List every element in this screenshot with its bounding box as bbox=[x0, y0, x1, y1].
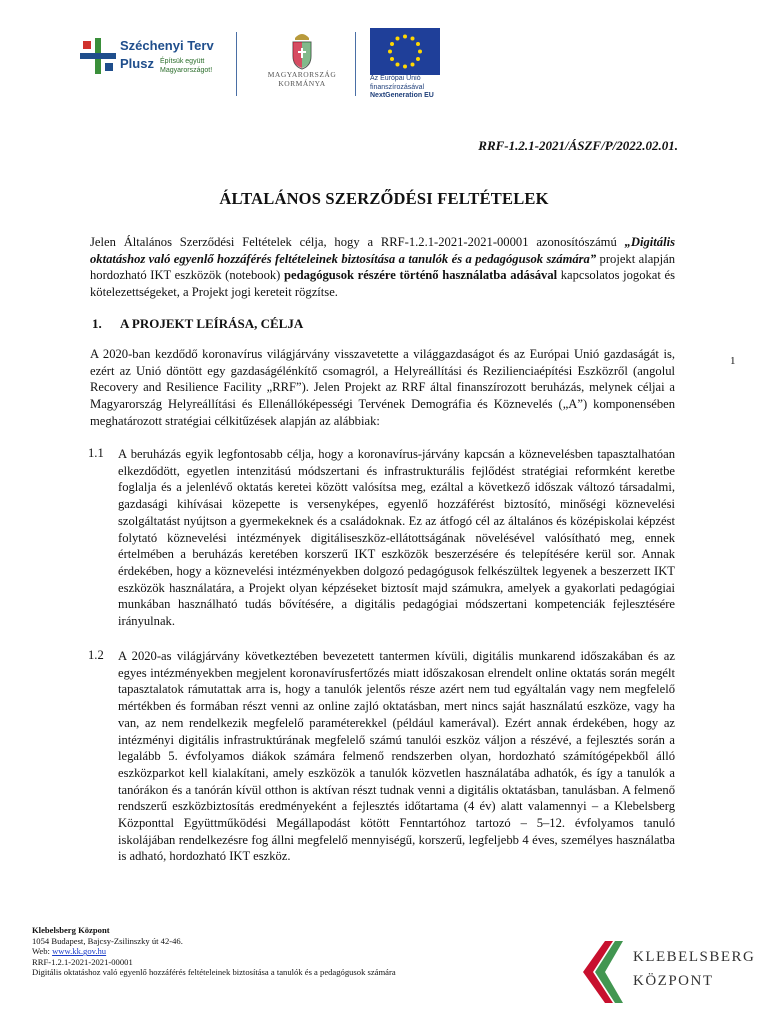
section-number: 1. bbox=[92, 316, 102, 331]
eu-star-icon bbox=[403, 35, 407, 39]
intro-run: Jelen Általános Szerződési Feltételek célja, hogy a RRF-1.2.1-2021-2021-00001 azonosítószámú bbox=[90, 235, 625, 249]
szechenyi-terv-logo bbox=[80, 34, 230, 94]
margin-footnote-number: 1 bbox=[730, 355, 736, 367]
footer-web-label: Web: bbox=[32, 946, 53, 957]
eu-line-1: Az Európai Unió bbox=[370, 75, 421, 82]
eu-star-icon bbox=[396, 62, 400, 66]
kormany-line-2: KORMÁNYA bbox=[278, 79, 326, 88]
header-divider bbox=[236, 32, 237, 96]
list-item-text: A beruházás egyik legfontosabb célja, hogy a koronavírus-járvány kapcsán a köznevelésben tapasztalhatóan elkezdődött, egyetlen intenzitású módszertani és infrastrukturális fejlődést stratégiai reformként keretbe foglalja és a jelenlévő oktatás keretei között valósítsa meg, ezáltal a következő időszak változó társadalmi, gazdasági kihívásai közepette is versenyképes, egyenlő hozzáférést biztosító, minőségi köznevelési szolgáltatást nyújtson a gyermekeknek és a családoknak. Ez az átfogó cél az általános és középiskolai képzést folytató köznevelési intézmények digitáliseszköz-ellátottságának növelésével valósítható meg, ennek értelmében a beruházás keretében korszerű IKT eszközök beszerzésére és telepítésére kerül sor. Annak érdekében, hogy a köznevelési intézményekben dolgozó pedagógusok felkészültek legyenek a beszerzett IKT eszközök használatára, a Projekt olyan képzéseket biztosít majd számukra, amelyek a gyakorlati pedagógiai munkában használható tudás bővítésére, a digitális pedagógiai módszertani kompetenciák fejlesztésére irányulnak. bbox=[118, 447, 675, 629]
kormany-line-1: MAGYARORSZÁG bbox=[267, 70, 337, 79]
eu-star-icon bbox=[411, 62, 415, 66]
intro-run: pedagógusok részére történő használatba adásával bbox=[284, 268, 558, 283]
eu-star-icon bbox=[396, 37, 400, 41]
footer-org: Klebelsberg Központ bbox=[32, 925, 110, 935]
klebelsberg-line-2: KÖZPONT bbox=[633, 973, 714, 989]
section-title: A PROJEKT LEÍRÁSA, CÉLJA bbox=[120, 316, 304, 331]
footer-project-id: RRF-1.2.1-2021-2021-00001 bbox=[32, 956, 133, 967]
szechenyi-tagline: Építsük együtt Magyarországot! bbox=[160, 58, 213, 74]
footer-project-title: Digitális oktatáshoz való egyenlő hozzáférés feltételeinek biztosítása a tanulók és a pedagógusok számára bbox=[32, 967, 396, 978]
klebelsberg-line-1: KLEBELSBERG bbox=[633, 949, 756, 965]
szechenyi-plusz: Plusz bbox=[120, 56, 154, 71]
szechenyi-title: Széchenyi Terv bbox=[120, 38, 214, 53]
eu-star-icon bbox=[418, 50, 422, 54]
section-intro-paragraph: A 2020-ban kezdődő koronavírus világjárvány visszavetette a világgazdaságot és az Európai Unió gazdaságát is, ezért az Unió döntött egy gazdaságélénkítő csomagról, a Helyreállítási és Rezilienciaépítési Eszközről (angolul Recovery and Resilience Facility „RRF”). Jelen Projekt az RRF által finanszírozott beruházás, melynek céljai a Magyarország Helyreállítási és Ellenállóképességi Tervének Demográfia és Köznevelés („A”) komponensében meghatározott stratégiai célkitűzések alapján az alábbiak: bbox=[90, 347, 675, 428]
header-divider bbox=[355, 32, 356, 96]
klebelsberg-chevron-icon bbox=[575, 935, 635, 1009]
footer-web-link[interactable]: www.kk.gov.hu bbox=[52, 946, 107, 957]
eu-star-icon bbox=[416, 57, 420, 61]
magyarorszag-kormanya-logo bbox=[262, 30, 342, 96]
list-item-text: A 2020-as világjárvány következtében bevezetett tantermen kívüli, digitális munkarend időszakában és az egyes intézményekben megjelent koronavírusfertőzés miatt időszakosan elrendelt online oktatás során megélt tapasztalatok rámutattak arra is, hogy a tanulók jelentős része azért nem tud egyáltalán vagy nem megfelelő mértékben és formában részt venni az online zajló oktatásban, mert nincs saját használatú eszköze, vagy ha van, az nem rendelkezik megfelelő paraméterekkel (például kamerával). Ezért annak érdekében, hogy az intézményi digitális infrastruktúrának megfelelő számú tanulói eszköz váljon a részévé, a fejlesztés során a legalább 5. évfolyamos diákok számára felmenő rendszerben olyan, hordozható számítógépekből álló eszközparkot kell kialakítani, amely eszközök a tanulók közvetlen használatába adhatók, és így a tanulók a tanórákon és a tanórán kívül otthon is aktívan részt tudnak venni a digitális oktatásban, tanulásban. A felmenő rendszerű eszközbiztosítás eredményeként a fejlesztés időtartama (4 év) alatt valamennyi – a Klebelsberg Központtal Együttműködési Megállapodást kötött Fenntartóhoz tartozó – 5–12. évfolyamos tanuló iskolájában rendelkezésre fog állni megfelelő mennyiségű, korszerű, legfeljebb 4 éves, személyes használatba is adható, hordozható IKT eszköz. bbox=[118, 649, 675, 864]
list-item-number: 1.1 bbox=[88, 446, 104, 460]
intro-run: projekt alapján hordozható IKT eszközök (notebook) bbox=[90, 251, 675, 283]
szechenyi-cross-icon bbox=[80, 38, 116, 74]
section-heading bbox=[92, 316, 303, 332]
document-reference-number: RRF-1.2.1-2021/ÁSZF/P/2022.02.01. bbox=[478, 138, 678, 153]
eu-line-3: NextGeneration EU bbox=[370, 92, 434, 99]
eu-star-icon bbox=[390, 57, 394, 61]
intro-run: „Digitális oktatáshoz való egyenlő hozzáférés feltételeinek biztosítása a tanulók és a pedagógusok számára” bbox=[90, 235, 675, 266]
eu-star-icon bbox=[416, 42, 420, 46]
eu-funding-logo bbox=[370, 28, 460, 106]
eu-star-icon bbox=[388, 50, 392, 54]
eu-flag-icon bbox=[370, 28, 440, 75]
hungarian-crest-icon bbox=[289, 30, 315, 70]
footer-address: 1054 Budapest, Bajcsy-Zsilinszky út 42-46. bbox=[32, 935, 183, 946]
eu-star-icon bbox=[390, 42, 394, 46]
eu-line-2: finanszírozásával bbox=[370, 83, 425, 91]
document-title: ÁLTALÁNOS SZERZŐDÉSI FELTÉTELEK bbox=[219, 189, 549, 208]
list-item-number: 1.2 bbox=[88, 648, 104, 662]
eu-star-icon bbox=[411, 37, 415, 41]
footer bbox=[32, 925, 412, 978]
klebelsberg-kozpont-logo bbox=[575, 935, 755, 1015]
footer-web bbox=[32, 946, 412, 957]
intro-paragraph bbox=[90, 234, 675, 301]
eu-star-icon bbox=[403, 65, 407, 69]
intro-run: kapcsolatos jogokat és kötelezettségeket, a Projekt jogi kereteit rögzítse. bbox=[90, 268, 676, 300]
